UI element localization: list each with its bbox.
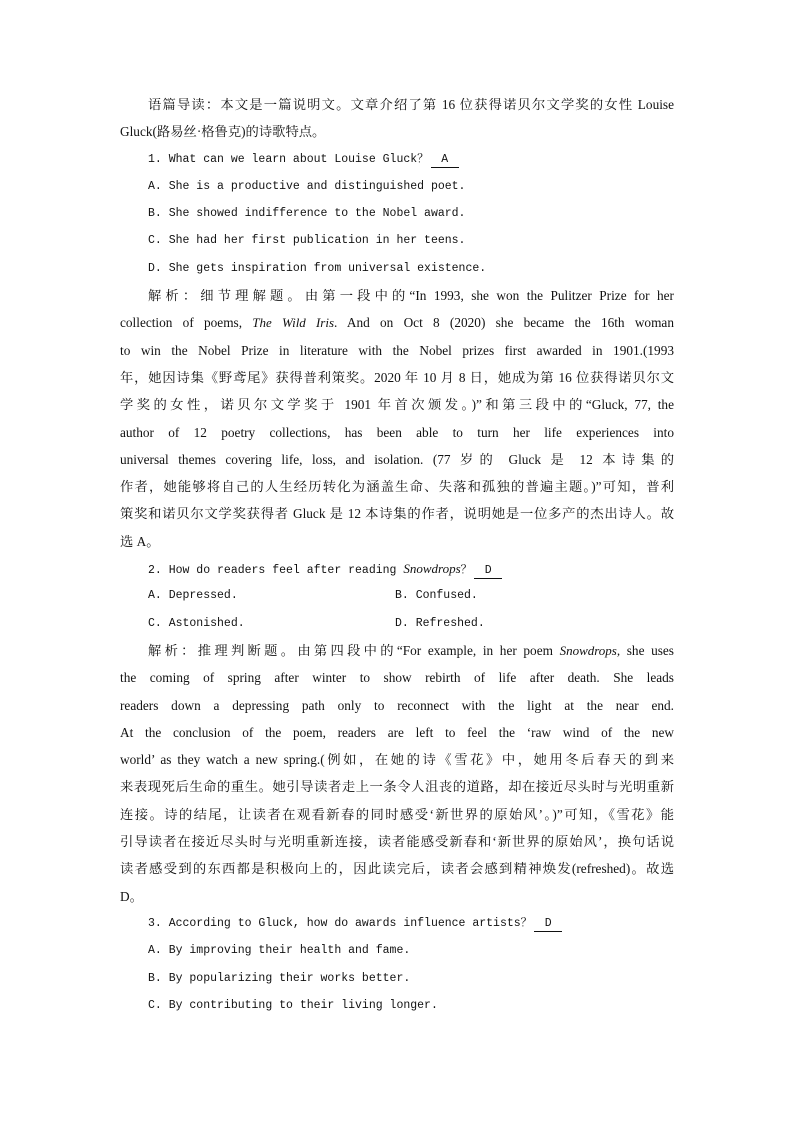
answer-blank: D: [534, 917, 562, 932]
option-c: [120, 227, 674, 254]
option-b: [120, 965, 674, 992]
analysis-line: [120, 664, 674, 691]
analysis-line: [120, 337, 674, 364]
poem-title: Snowdrops: [403, 561, 461, 577]
analysis-line: [120, 309, 674, 336]
analysis-text: 来表现死后生命的重生。她引导读者走上一条令人沮丧的道路，却在接近尽头时与光明重新: [120, 779, 674, 795]
analysis-text: 作者，她能够将自己的人生经历转化为涵盖生命、失落和孤独的普遍主题。)”可知，普利: [120, 479, 674, 495]
option-text: B. She showed indifference to the Nobel award.: [148, 207, 466, 221]
analysis-text: D。: [120, 888, 143, 904]
analysis-text: 引导读者在接近尽头时与光明重新连接，读者能感受新春和‘新世界的原始风’，换句话说: [120, 834, 674, 850]
analysis-line: [120, 773, 674, 800]
option-b: [120, 200, 674, 227]
question-1-stem: [120, 146, 674, 173]
option-a: [120, 937, 674, 964]
option-text: A. She is a productive and distinguished poet.: [148, 179, 466, 193]
analysis-line: [120, 746, 674, 773]
answer-blank: D: [474, 564, 502, 579]
analysis-line: [120, 500, 674, 527]
analysis-line: [120, 391, 674, 418]
question-text: 3. According to Gluck, how do awards influence artists？: [148, 916, 533, 930]
question-2-stem: [120, 555, 674, 582]
analysis-text: 学奖的女性，诺贝尔文学奖于 1901 年首次颁发。)”和第三段中的“Gluck, 77, the: [120, 397, 674, 413]
option-text: C. By contributing to their living longer.: [148, 998, 438, 1012]
analysis-line: [120, 446, 674, 473]
option-c: [120, 992, 674, 1019]
analysis-text: readers down a depressing path only to reconnect with the light at the near end.: [120, 697, 674, 713]
poem-title: Snowdrops,: [559, 642, 621, 658]
intro-text: 语篇导读：本文是一篇说明文。文章介绍了第 16 位获得诺贝尔文学奖的女性 Louise: [148, 97, 674, 112]
analysis-text: 解析：推理判断题。由第四段中的“For example, in her poem: [148, 642, 560, 658]
analysis-line: [120, 473, 674, 500]
options-row-cd: [120, 610, 674, 637]
analysis-text: to win the Nobel Prize in literature with the Nobel prizes first awarded in 1901.(1993: [120, 342, 674, 358]
analysis-text: At the conclusion of the poem, readers are left to feel the ‘raw wind of the new: [120, 724, 674, 740]
analysis-text: . And on Oct 8 (2020) she became the 16th woman: [334, 315, 674, 331]
analysis-line: [120, 801, 674, 828]
question-text: 1. What can we learn about Louise Gluck？: [148, 152, 429, 166]
intro-text: Gluck(路易丝·格鲁克)的诗歌特点。: [120, 124, 326, 140]
analysis-text: author of 12 poetry collections, has been able to turn her life experiences into: [120, 424, 674, 440]
analysis-line: [120, 883, 674, 910]
option-d: [120, 255, 674, 282]
analysis-text: she uses: [620, 642, 674, 658]
option-d: D. Refreshed.: [395, 616, 485, 630]
option-a: A. Depressed.: [148, 589, 238, 603]
book-title: The Wild Iris: [252, 315, 335, 331]
option-text: D. She gets inspiration from universal existence.: [148, 261, 487, 275]
question-text: 2. How do readers feel after reading: [148, 564, 404, 578]
analysis-line: [120, 828, 674, 855]
options-row-ab: [120, 582, 674, 609]
option-c: C. Astonished.: [148, 616, 245, 630]
analysis-text: 连接。诗的结尾，让读者在观看新春的同时感受‘新世界的原始风’。)”可知，《雪花》能: [120, 806, 674, 822]
analysis-line: [120, 528, 674, 555]
analysis-text: collection of poems,: [120, 315, 253, 331]
analysis-text: world’ as they watch a new spring.(例如，在她的诗《雪花》中，她用冬后春天的到来: [120, 752, 674, 768]
answer-blank: A: [431, 153, 459, 168]
analysis-text: universal themes covering life, loss, and isolation. (77 岁的 Gluck 是 12 本诗集的: [120, 451, 674, 467]
option-b: B. Confused.: [395, 589, 478, 603]
analysis-line: [120, 637, 674, 664]
analysis-text: 年，她因诗集《野鸢尾》获得普利策奖。2020 年 10 月 8 日，她成为第 16 位获得诺贝尔文: [120, 369, 674, 385]
analysis-line: [120, 419, 674, 446]
analysis-text: 策奖和诺贝尔文学奖获得者 Gluck 是 12 本诗集的作者，说明她是一位多产的杰出诗人。故: [120, 506, 674, 522]
analysis-line: [120, 364, 674, 391]
question-mark: ？: [460, 564, 473, 578]
option-text: C. She had her first publication in her teens.: [148, 234, 466, 248]
question-3-stem: [120, 910, 674, 937]
analysis-text: the coming of spring after winter to show rebirth of life after death. She leads: [120, 670, 674, 686]
analysis-text: 读者感受到的东西都是积极向上的，因此读完后，读者会感到精神焕发(refreshed)。故选: [120, 861, 674, 877]
option-text: B. By popularizing their works better.: [148, 971, 411, 985]
analysis-line: [120, 719, 674, 746]
document-body: [120, 91, 674, 1019]
analysis-text: 解析：细节理解题。由第一段中的“In 1993, she won the Pulitzer Prize for her: [148, 288, 674, 304]
intro-line-2: [120, 118, 674, 145]
intro-line-1: [120, 91, 674, 118]
analysis-line: [120, 855, 674, 882]
option-a: [120, 173, 674, 200]
analysis-text: 选 A。: [120, 533, 160, 549]
option-text: A. By improving their health and fame.: [148, 944, 411, 958]
analysis-line: [120, 692, 674, 719]
analysis-line: [120, 282, 674, 309]
